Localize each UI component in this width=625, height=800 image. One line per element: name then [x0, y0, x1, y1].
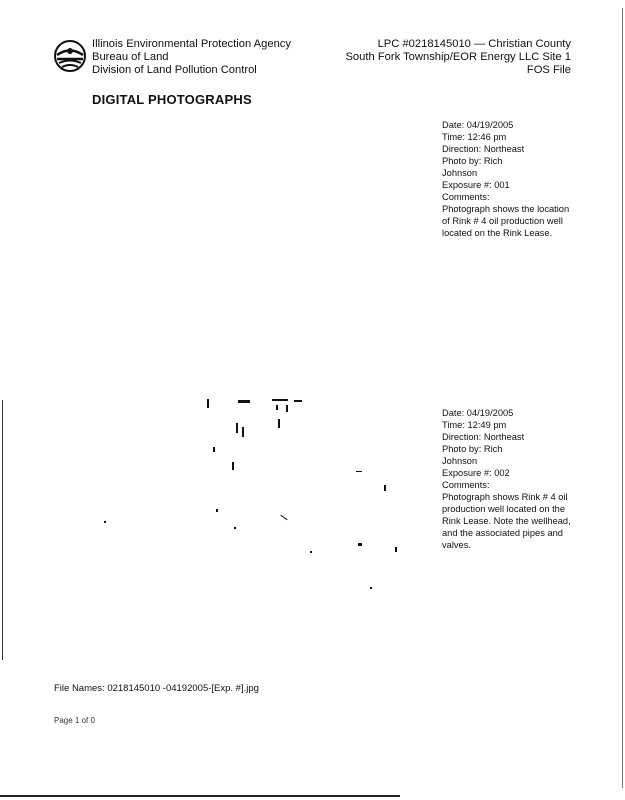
scan-speck	[286, 405, 288, 412]
photo-comments-label: Comments:	[442, 192, 490, 202]
scan-speck	[358, 543, 362, 546]
photo-comments: Photograph shows the location of Rink # 4 oil production well located on the Rink Lease.	[442, 204, 570, 238]
agency-name: Illinois Environmental Protection Agency	[92, 38, 291, 50]
scan-speck	[370, 587, 372, 589]
bureau-name: Bureau of Land	[92, 51, 169, 63]
scan-edge-bottom	[0, 795, 400, 797]
scan-speck	[213, 447, 215, 452]
photo-by: Photo by: Rich	[442, 444, 503, 454]
file-names: File Names: 0218145010 -04192005-[Exp. #].jpg	[54, 683, 259, 694]
scan-speck	[234, 527, 236, 529]
scan-speck	[280, 515, 287, 520]
file-type: FOS File	[526, 64, 571, 76]
scan-speck	[356, 471, 362, 472]
scan-speck	[310, 551, 312, 553]
photo-time: Time: 12:49 pm	[442, 420, 507, 430]
scan-speck	[276, 405, 278, 410]
photo-direction: Direction: Northeast	[442, 144, 525, 154]
scan-speck	[216, 509, 218, 512]
photo-time: Time: 12:46 pm	[442, 132, 507, 142]
scan-speck	[384, 485, 386, 491]
photo-info-2	[442, 407, 572, 551]
scan-speck	[272, 399, 288, 401]
page-number: Page 1 of 0	[54, 716, 95, 725]
page-title: DIGITAL PHOTOGRAPHS	[92, 92, 252, 107]
photo-exposure: Exposure #: 001	[442, 180, 510, 190]
lpc-header	[345, 38, 571, 77]
scan-speck	[104, 521, 106, 523]
scan-edge-right	[622, 8, 623, 788]
scan-speck	[242, 427, 244, 437]
photo-2-area	[100, 395, 420, 595]
division-name: Division of Land Pollution Control	[92, 64, 257, 76]
scan-speck	[294, 400, 302, 402]
scan-edge-left	[2, 400, 3, 660]
scan-speck	[278, 419, 280, 428]
photo-by-name: Johnson	[442, 168, 478, 178]
scan-speck	[207, 399, 209, 408]
iepa-logo-icon	[54, 40, 86, 72]
scan-speck	[238, 400, 250, 403]
photo-comments: Photograph shows Rink # 4 oil production well located on the Rink Lease. Note the wellhead, and the associated pipes and valves.	[442, 492, 571, 550]
photo-direction: Direction: Northeast	[442, 432, 525, 442]
agency-header	[92, 38, 291, 77]
site-name: South Fork Township/EOR Energy LLC Site 1	[345, 51, 571, 63]
photo-date: Date: 04/19/2005	[442, 120, 514, 130]
scan-speck	[236, 423, 238, 433]
photo-comments-label: Comments:	[442, 480, 490, 490]
photo-date: Date: 04/19/2005	[442, 408, 514, 418]
lpc-number: LPC #0218145010 — Christian County	[377, 38, 571, 50]
photo-by-name: Johnson	[442, 456, 478, 466]
photo-by: Photo by: Rich	[442, 156, 503, 166]
photo-exposure: Exposure #: 002	[442, 468, 510, 478]
photo-info-1	[442, 119, 572, 239]
scan-speck	[395, 547, 397, 552]
scan-speck	[232, 462, 234, 470]
